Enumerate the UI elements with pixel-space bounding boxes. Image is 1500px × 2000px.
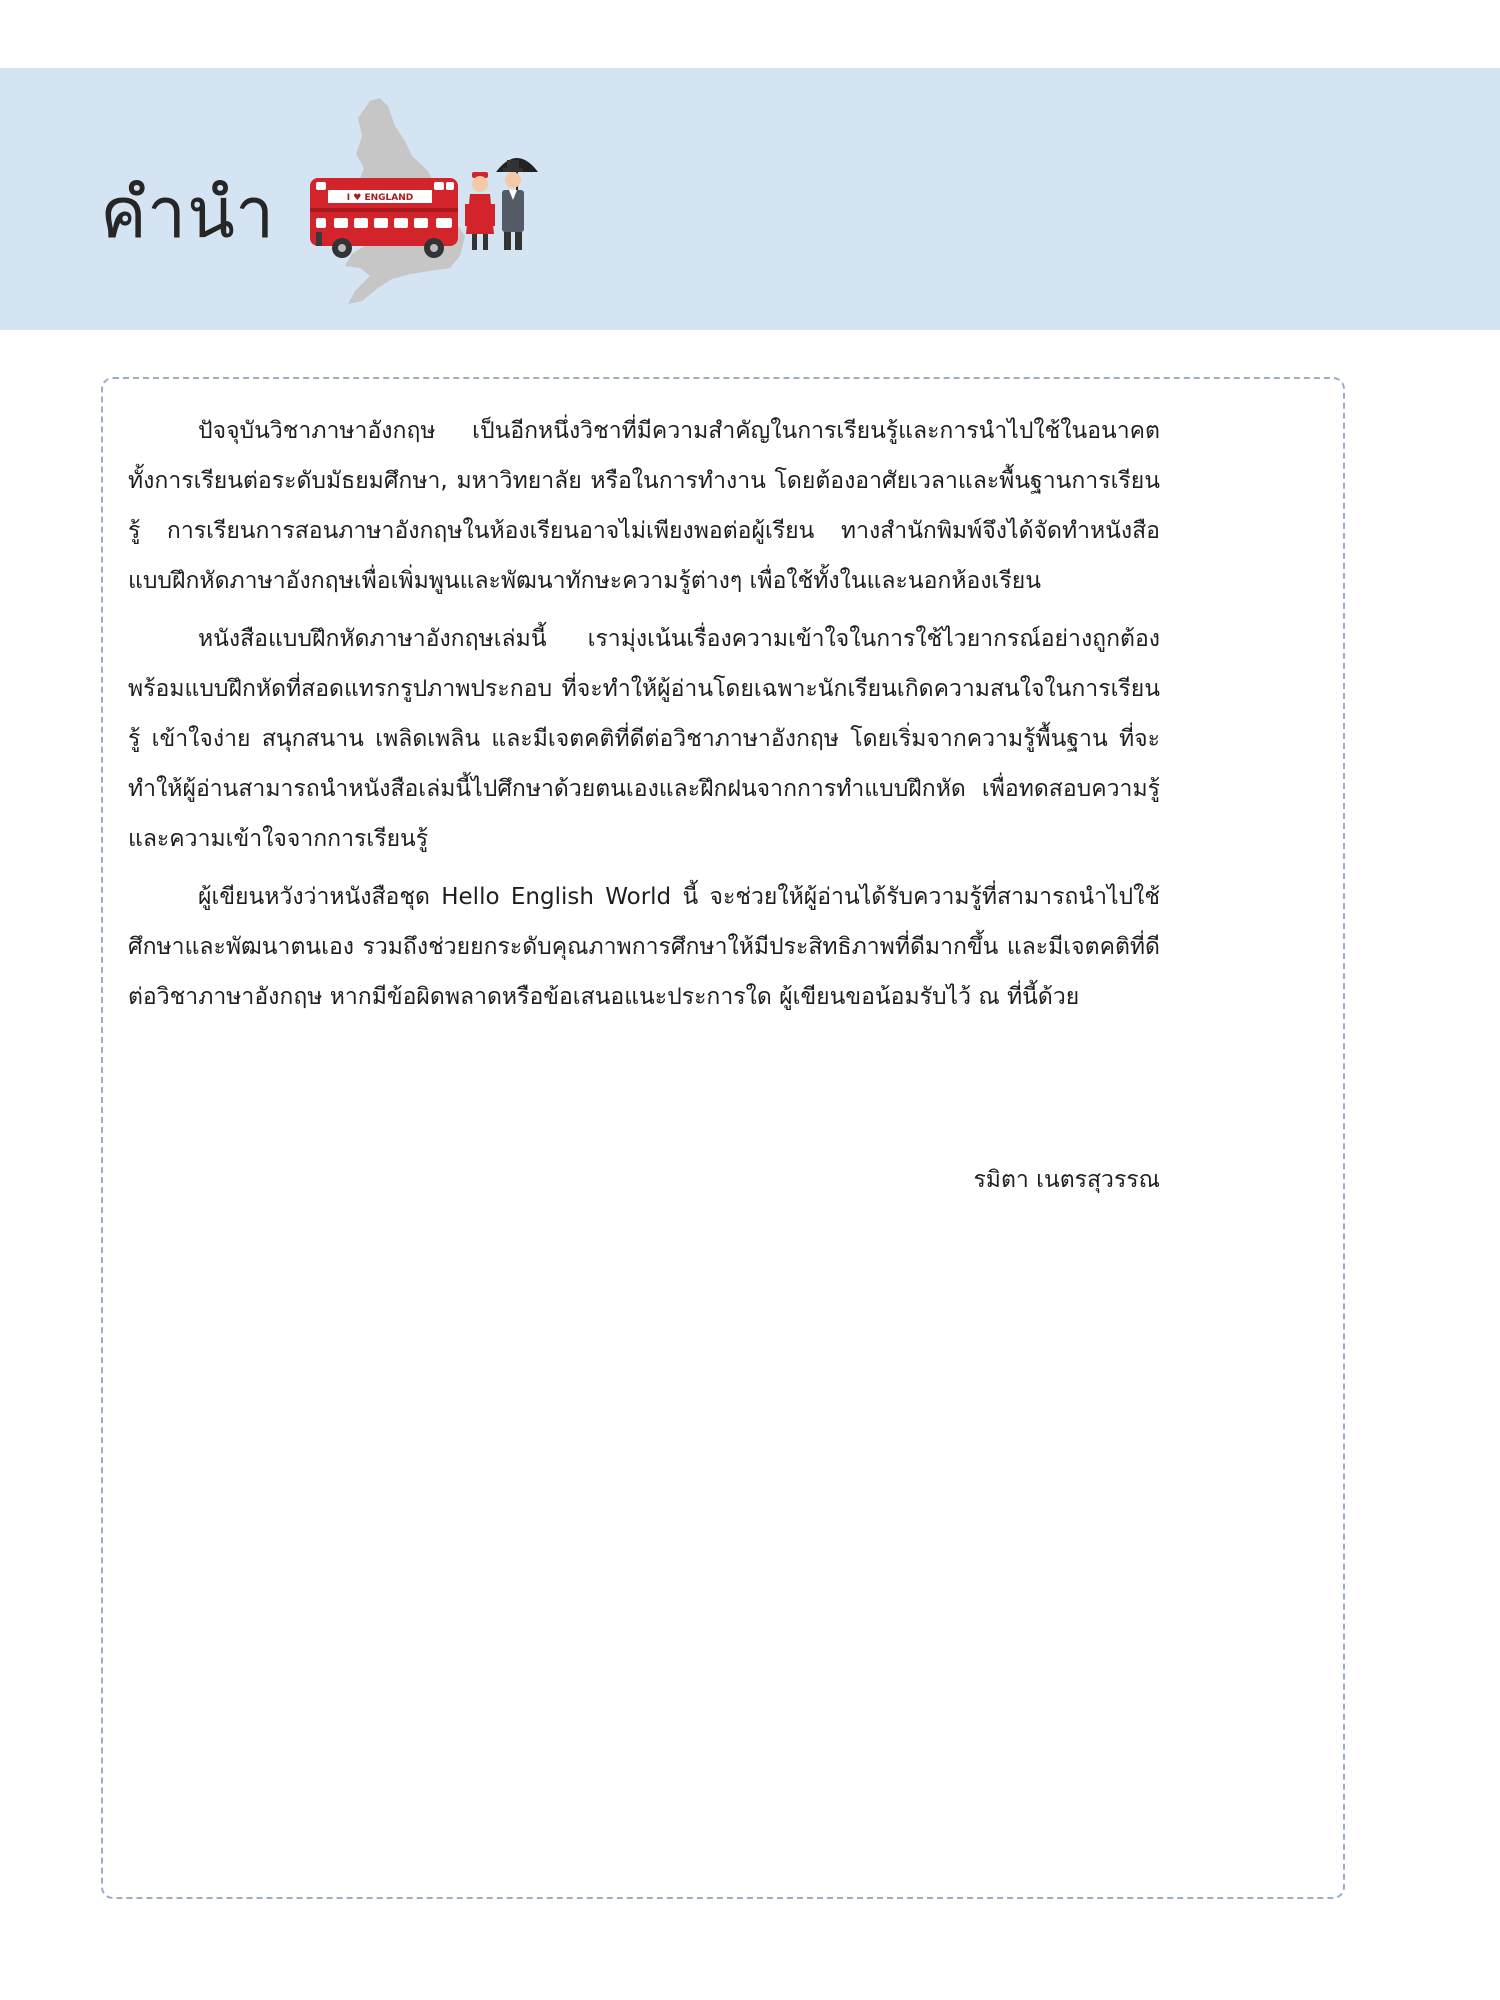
- page-title: คำนำ: [100, 172, 276, 254]
- preface-paragraph-1: ปัจจุบันวิชาภาษาอังกฤษ เป็นอีกหนึ่งวิชาที่มีความสำคัญในการเรียนรู้และการนำไปใช้ในอนาคต ทั้งการเรียนต่อระดับมัธยมศึกษา, มหาวิทยาลัย หรือในการทำงาน โดยต้องอาศัยเวลาและพื้นฐานการเรียนรู้ การเรียนการสอนภาษาอังกฤษในห้องเรียนอาจไม่เพียงพอต่อผู้เรียน ทางสำนักพิมพ์จึงได้จัดทำหนังสือแบบฝึกหัดภาษาอังกฤษเพื่อเพิ่มพูนและพัฒนาทักษะความรู้ต่างๆ เพื่อใช้ทั้งในและนอกห้องเรียน: [128, 418, 1160, 594]
- queen-figure-icon: [465, 172, 495, 250]
- preface-paragraph-3: ผู้เขียนหวังว่าหนังสือชุด Hello English World นี้ จะช่วยให้ผู้อ่านได้รับความรู้ที่สามารถนำไปใช้ศึกษาและพัฒนาตนเอง รวมถึงช่วยยกระดับคุณภาพการศึกษาให้มีประสิทธิภาพที่ดีมากขึ้น และมีเจตคติที่ดีต่อวิชาภาษาอังกฤษ หากมีข้อผิดพลาดหรือข้อเสนอแนะประการใด ผู้เขียนขอน้อมรับไว้ ณ ที่นี้ด้วย: [128, 884, 1160, 1010]
- preface-body: [128, 406, 1160, 1030]
- bus-banner-text: I ♥ ENGLAND: [346, 193, 414, 203]
- preface-paragraph-2: หนังสือแบบฝึกหัดภาษาอังกฤษเล่มนี้ เรามุ่งเน้นเรื่องความเข้าใจในการใช้ไวยากรณ์อย่างถูกต้อง พร้อมแบบฝึกหัดที่สอดแทรกรูปภาพประกอบ ที่จะทำให้ผู้อ่านโดยเฉพาะนักเรียนเกิดความสนใจในการเรียนรู้ เข้าใจง่าย สนุกสนาน เพลิดเพลิน และมีเจตคติที่ดีต่อวิชาภาษาอังกฤษ โดยเริ่มจากความรู้พื้นฐาน ที่จะทำให้ผู้อ่านสามารถนำหนังสือเล่มนี้ไปศึกษาด้วยตนเองและฝึกฝนจากการทำแบบฝึกหัด เพื่อทดสอบความรู้และความเข้าใจจากการเรียนรู้: [128, 626, 1160, 852]
- author-name: รมิตา เนตรสุวรรณ: [973, 1167, 1160, 1193]
- england-illustration: [300, 96, 550, 306]
- gentleman-umbrella-icon: [496, 158, 538, 250]
- red-bus-icon: [310, 178, 458, 258]
